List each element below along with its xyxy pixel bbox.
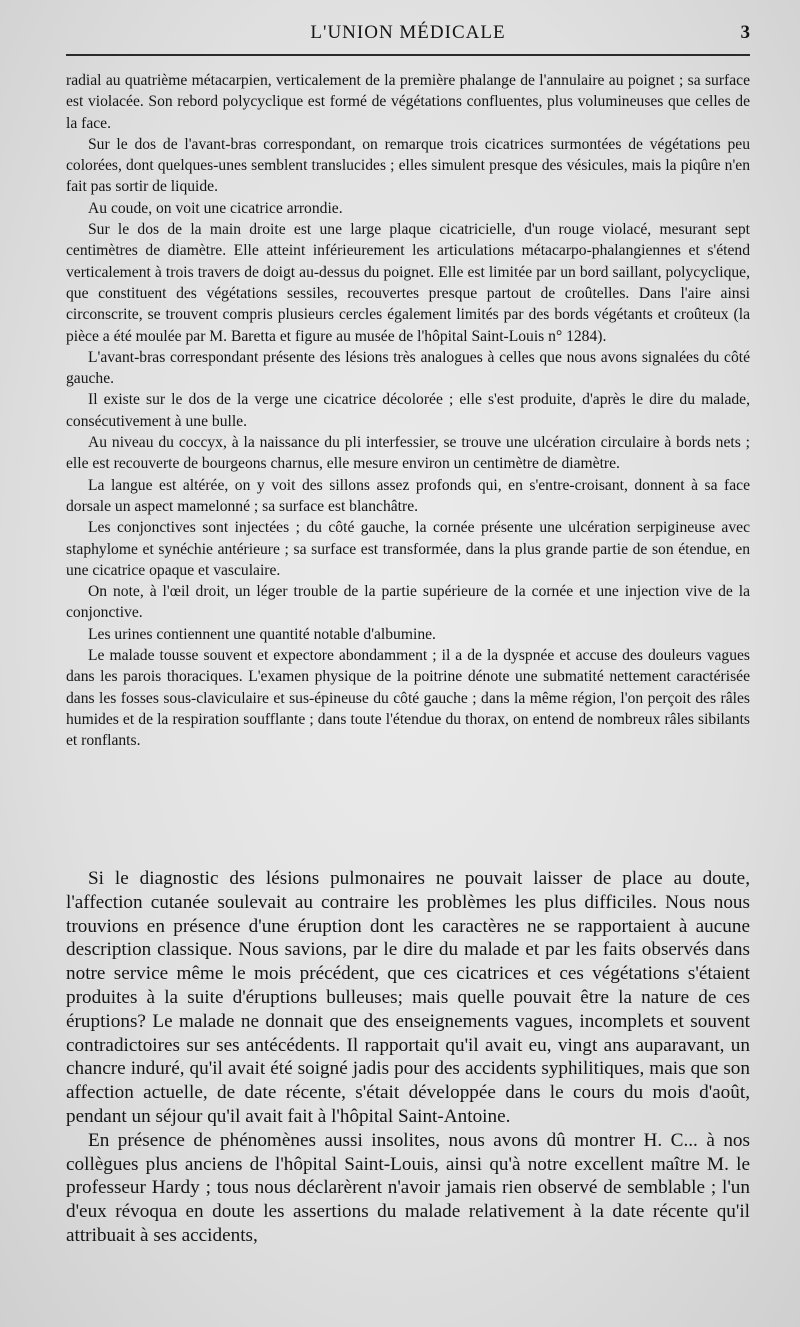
paragraph: Le malade tousse souvent et expectore abondamment ; il a de la dyspnée et accuse des douleurs vagues dans les parois thoraciques. L'examen physique de la poitrine dénote une submatité nettement caractérisée dans les fosses sous-claviculaire et sus-épineuse du côté gauche ; dans la même région, l'on perçoit des râles humides et de la respiration soufflante ; dans toute l'étendue du thorax, on entend de nombreux râles sibilants et ronflants. bbox=[66, 647, 750, 750]
journal-title: L'UNION MÉDICALE bbox=[310, 22, 506, 43]
paragraph: Les conjonctives sont injectées ; du côté gauche, la cornée présente une ulcération serpigineuse avec staphylome et synéchie antérieure ; sa surface est transformée, dans la plus grande partie de son étendue, en une cicatrice opaque et vasculaire. bbox=[66, 519, 750, 579]
paragraph: L'avant-bras correspondant présente des lésions très analogues à celles que nous avons signalées du côté gauche. bbox=[66, 348, 750, 388]
paragraph: Les urines contiennent une quantité notable d'albumine. bbox=[88, 625, 436, 643]
paragraph: Sur le dos de l'avant-bras correspondant, on remarque trois cicatrices surmontées de végétations peu colorées, dont quelques-unes semblent translucides ; elles simulent presque des vésicules, mais la piqûre n'en fait pas sortir de liquide. bbox=[66, 135, 750, 196]
paragraph: Il existe sur le dos de la verge une cicatrice décolorée ; elle s'est produite, d'après le dire du malade, consécutivement à une bulle. bbox=[66, 391, 750, 430]
observation-section bbox=[66, 70, 750, 752]
paragraph: Au coude, on voit une cicatrice arrondie. bbox=[88, 199, 343, 217]
paragraph: radial au quatrième métacarpien, verticalement de la première phalange de l'annulaire au poignet ; sa surface est violacée. Son rebord polycyclique est formé de végétations confluentes, plus volumineuses que celles de la face. bbox=[66, 72, 750, 132]
paragraph: En présence de phénomènes aussi insolites, nous avons dû montrer H. C... à nos collègues plus anciens de l'hôpital Saint-Louis, ainsi qu'à notre excellent maître M. le professeur Hardy ; tous nous déclarèrent n'avoir jamais rien observé de semblable ; l'un d'eux révoqua en doute les assertions du malade relativement à la date récente qu'il attribuait à ses accidents, bbox=[66, 1129, 750, 1246]
paragraph: La langue est altérée, on y voit des sillons assez profonds qui, en s'entre-croisant, donnent à sa face dorsale un aspect mamelonné ; sa surface est blanchâtre. bbox=[66, 476, 750, 515]
paragraph: On note, à l'œil droit, un léger trouble de la partie supérieure de la cornée et une injection vive de la conjonctive. bbox=[66, 583, 750, 622]
page-number: 3 bbox=[740, 22, 750, 43]
running-header bbox=[66, 18, 750, 52]
paragraph: Si le diagnostic des lésions pulmonaires ne pouvait laisser de place au doute, l'affection cutanée soulevait au contraire les problèmes les plus difficiles. Nous nous trouvions en présence d'une éruption dont les caractères ne se rapportaient à aucune description classique. Nous savions, par le dire du malade et par les faits observés dans notre service même le mois précédent, que ces cicatrices et ces végétations s'étaient produites à la suite d'éruptions bulleuses; mais quelle pouvait être la nature de ces éruptions? Le malade ne donnait que des enseignements vagues, incomplets et souvent contradictoires sur ses antécédents. Il rapportait qu'il avait eu, vingt ans auparavant, un chancre induré, qu'il avait été soigné jadis pour des accidents syphilitiques, mais que son affection actuelle, de date récente, s'était développée dans le cours du mois d'août, pendant un séjour qu'il avait fait à l'hôpital Saint-Antoine. bbox=[66, 868, 750, 1127]
discussion-section bbox=[66, 867, 750, 1248]
paragraph: Sur le dos de la main droite est une large plaque cicatricielle, d'un rouge violacé, mesurant sept centimètres de diamètre. Elle atteint inférieurement les articulations métacarpo-phalangiennes et s'étend verticalement à trois travers de doigt au-dessus du poignet. Elle est limitée par un bord saillant, polycyclique, que constituent des végétations sessiles, recouvertes presque partout de croûtelles. Dans l'aire ainsi circonscrite, se trouvent compris plusieurs cercles également limités par des bords végétants et croûteux (la pièce a été moulée par M. Baretta et figure au musée de l'hôpital Saint-Louis n° 1284). bbox=[66, 221, 750, 345]
paragraph: Au niveau du coccyx, à la naissance du pli interfessier, se trouve une ulcération circulaire à bords nets ; elle est recouverte de bourgeons charnus, elle mesure environ un centimètre de diamètre. bbox=[66, 434, 750, 473]
header-rule bbox=[66, 54, 750, 56]
